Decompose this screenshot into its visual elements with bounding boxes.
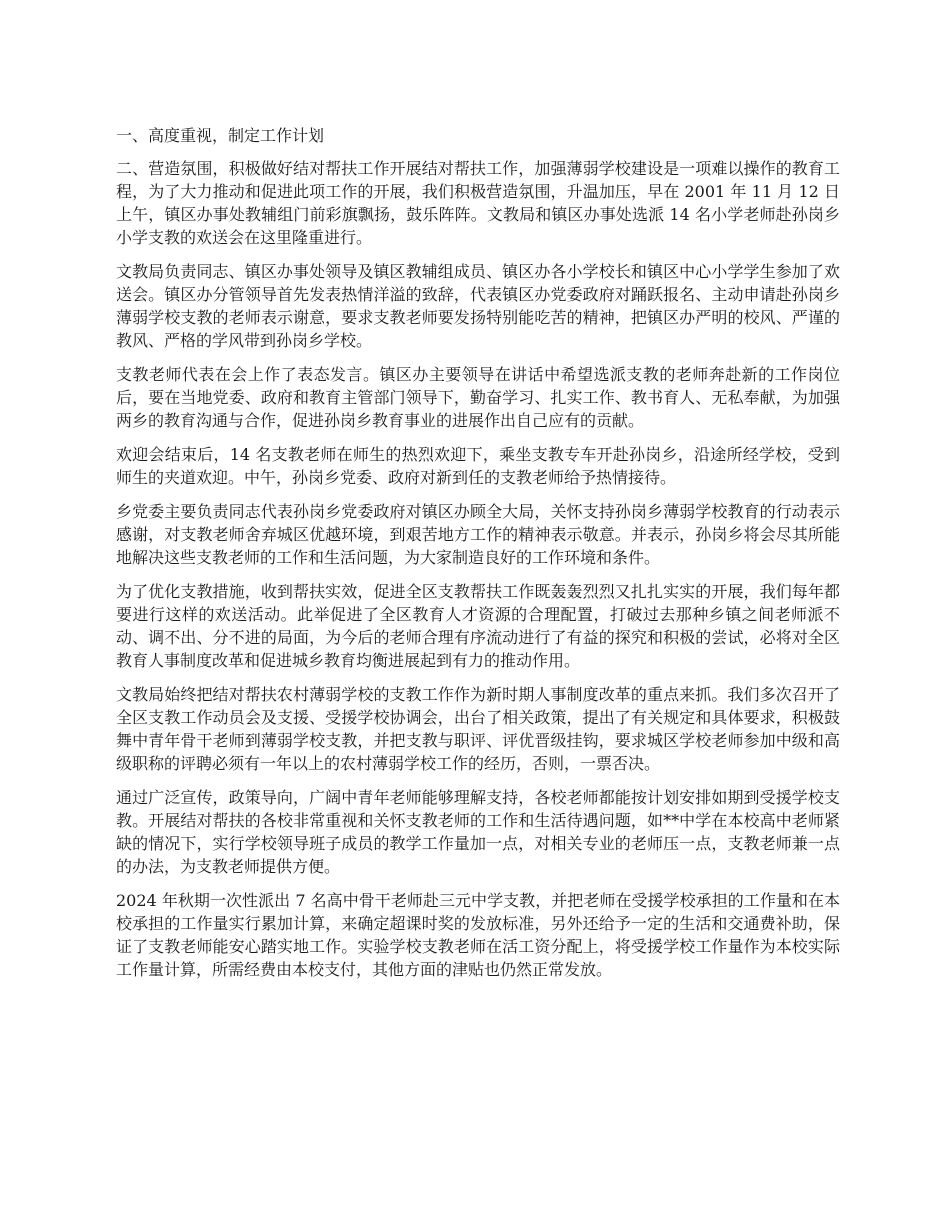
paragraph-4: 欢迎会结束后，14 名支教老师在师生的热烈欢迎下，乘坐支教专车开赴孙岗乡，沿途所经学校，受到师生的夹道欢迎。中午，孙岗乡党委、政府对新到任的支教老师给予热情接待。 [116,445,840,487]
section-heading: 一、高度重视，制定工作计划 [116,126,325,145]
paragraph-8: 通过广泛宣传，政策导向，广阔中青年老师能够理解支持，各校老师都能按计划安排如期到受援学校支教。开展结对帮扶的各校非常重视和关怀支教老师的工作和生活待遇问题，如**中学在本校高中老师紧缺的情况下，实行学校领导班子成员的教学工作量加一点，对相关专业的老师压一点，支教老师兼一点的办法，为支教老师提供方便。 [116,788,840,876]
paragraph-7: 文教局始终把结对帮扶农村薄弱学校的支教工作作为新时期人事制度改革的重点来抓。我们多次召开了全区支教工作动员会及支援、受援学校协调会，出台了相关政策，提出了有关规定和具体要求，积极鼓舞中青年骨干老师到薄弱学校支教，并把支教与职评、评优晋级挂钩，要求城区学校老师参加中级和高级职称的评聘必须有一年以上的农村薄弱学校工作的经历，否则，一票否决。 [116,685,840,773]
paragraph-5: 乡党委主要负责同志代表孙岗乡党委政府对镇区办顾全大局，关怀支持孙岗乡薄弱学校教育的行动表示感谢，对支教老师舍弃城区优越环境，到艰苦地方工作的精神表示敬意。并表示，孙岗乡将会尽其所能地解决这些支教老师的工作和生活问题，为大家制造良好的工作环境和条件。 [116,502,840,567]
document-body [116,124,840,992]
paragraph-9: 2024 年秋期一次性派出 7 名高中骨干老师赴三元中学支教，并把老师在受援学校承担的工作量和在本校承担的工作量实行累加计算，来确定超课时奖的发放标准，另外还给予一定的生活和交通费补助，保证了支教老师能安心踏实地工作。实验学校支教老师在活工资分配上，将受援学校工作量作为本校实际工作量计算，所需经费由本校支付，其他方面的津贴也仍然正常发放。 [116,891,840,979]
paragraph-2: 文教局负责同志、镇区办事处领导及镇区教辅组成员、镇区办各小学校长和镇区中心小学学生参加了欢送会。镇区办分管领导首先发表热情洋溢的致辞，代表镇区办党委政府对踊跃报名、主动申请赴孙岗乡薄弱学校支教的老师表示谢意，要求支教老师要发扬特别能吃苦的精神，把镇区办严明的校风、严谨的教风、严格的学风带到孙岗乡学校。 [116,262,840,350]
paragraph-6: 为了优化支教措施，收到帮扶实效，促进全区支教帮扶工作既轰轰烈烈又扎扎实实的开展，我们每年都要进行这样的欢送活动。此举促进了全区教育人才资源的合理配置，打破过去那种乡镇之间老师派不动、调不出、分不进的局面，为今后的老师合理有序流动进行了有益的探究和积极的尝试，必将对全区教育人事制度改革和促进城乡教育均衡进展起到有力的推动作用。 [116,582,840,670]
paragraph-1: 二、营造氛围，积极做好结对帮扶工作开展结对帮扶工作，加强薄弱学校建设是一项难以操作的教育工程，为了大力推动和促进此项工作的开展，我们积极营造氛围，升温加压，早在 2001 年 11 月 12 日上午，镇区办事处教辅组门前彩旗飘扬，鼓乐阵阵。文教局和镇区办事处选派 14 名小学老师赴孙岗乡小学支教的欢送会在这里隆重进行。 [116,159,840,247]
paragraph-3: 支教老师代表在会上作了表态发言。镇区办主要领导在讲话中希望选派支教的老师奔赴新的工作岗位后，要在当地党委、政府和教育主管部门领导下，勤奋学习、扎实工作、教书育人、无私奉献，为加强两乡的教育沟通与合作，促进孙岗乡教育事业的进展作出自己应有的贡献。 [116,365,840,430]
